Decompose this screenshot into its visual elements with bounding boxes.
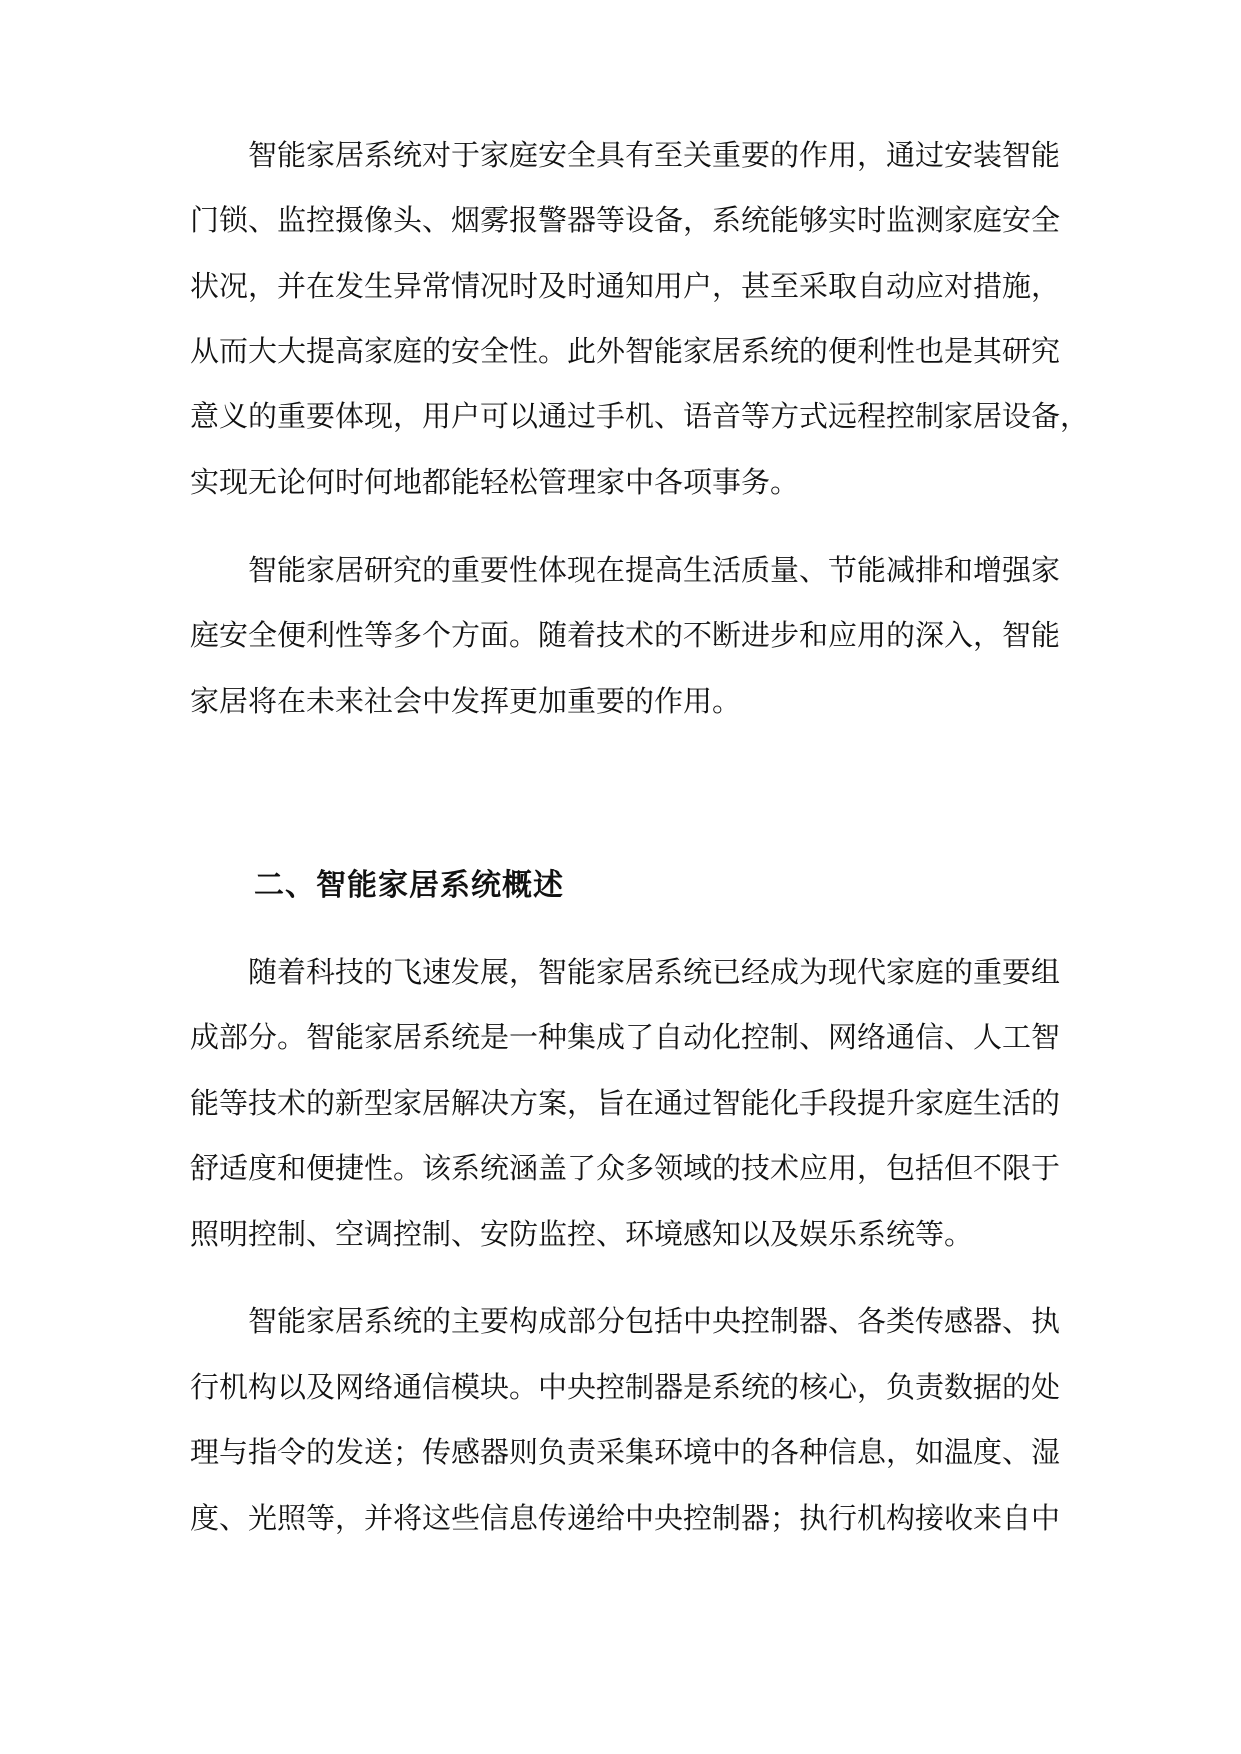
text-line: 照明控制、空调控制、安防监控、环境感知以及娱乐系统等。 — [190, 1217, 974, 1251]
text-line: 实现无论何时何地都能轻松管理家中各项事务。 — [190, 465, 800, 499]
text-line: 行机构以及网络通信模块。中央控制器是系统的核心，负责数据的处 — [190, 1370, 1061, 1404]
text-line: 成部分。智能家居系统是一种集成了自动化控制、网络通信、人工智 — [190, 1020, 1061, 1054]
text-line: 从而大大提高家庭的安全性。此外智能家居系统的便利性也是其研究 — [190, 334, 1061, 368]
text-line: 随着科技的飞速发展，智能家居系统已经成为现代家庭的重要组 — [248, 955, 1061, 989]
text-line: 度、光照等，并将这些信息传递给中央控制器；执行机构接收来自中 — [190, 1501, 1061, 1535]
text-line: 意义的重要体现，用户可以通过手机、语音等方式远程控制家居设备， — [190, 399, 1090, 433]
text-line: 智能家居系统对于家庭安全具有至关重要的作用，通过安装智能 — [248, 138, 1061, 172]
text-line: 智能家居研究的重要性体现在提高生活质量、节能减排和增强家 — [248, 553, 1061, 587]
text-line: 理与指令的发送；传感器则负责采集环境中的各种信息，如温度、湿 — [190, 1435, 1061, 1469]
text-line: 智能家居系统的主要构成部分包括中央控制器、各类传感器、执 — [248, 1304, 1061, 1338]
text-line: 状况，并在发生异常情况时及时通知用户，甚至采取自动应对措施， — [190, 269, 1061, 303]
text-line: 舒适度和便捷性。该系统涵盖了众多领域的技术应用，包括但不限于 — [190, 1151, 1061, 1185]
section-heading: 二、智能家居系统概述 — [254, 868, 564, 903]
text-line: 能等技术的新型家居解决方案，旨在通过智能化手段提升家庭生活的 — [190, 1086, 1061, 1120]
text-line: 门锁、监控摄像头、烟雾报警器等设备，系统能够实时监测家庭安全 — [190, 203, 1061, 237]
text-line: 家居将在未来社会中发挥更加重要的作用。 — [190, 684, 742, 718]
text-line: 庭安全便利性等多个方面。随着技术的不断进步和应用的深入，智能 — [190, 618, 1061, 652]
